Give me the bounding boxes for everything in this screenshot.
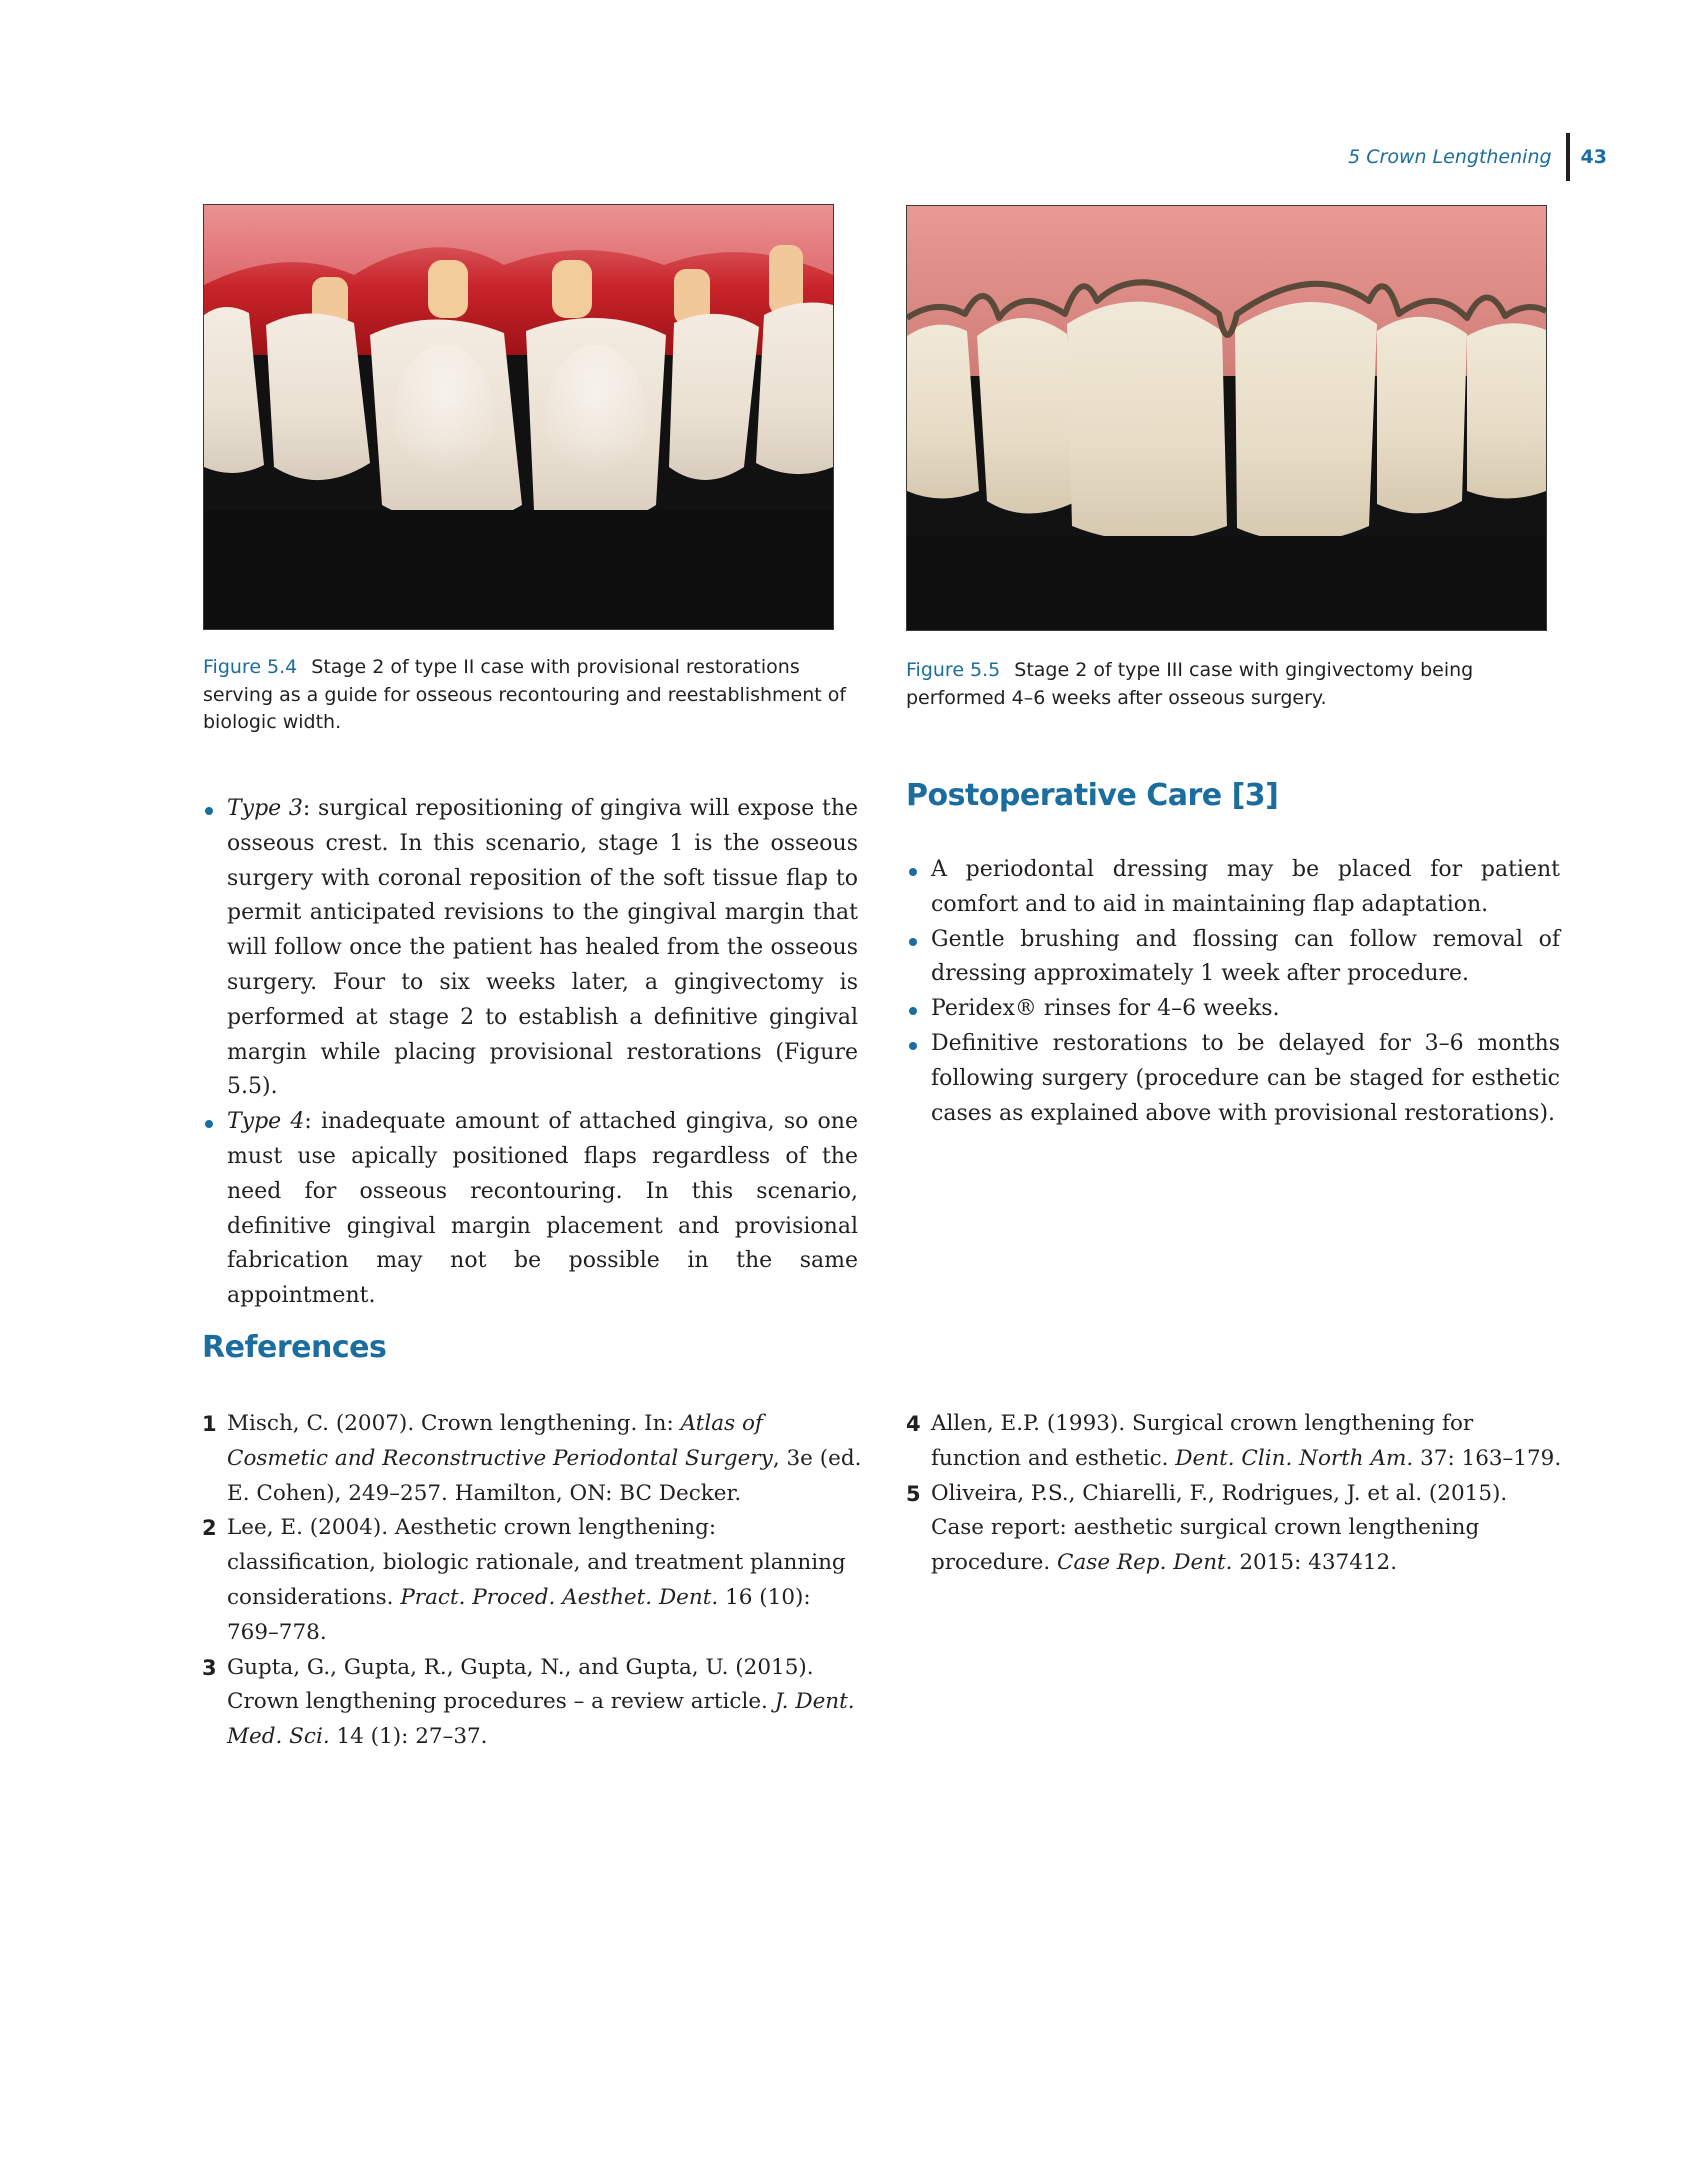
reference-source: Pract. Proced. Aesthet. Dent. [400,1584,719,1610]
figure-5-4-photo [203,204,834,630]
section-heading-references: References [202,1330,387,1365]
list-item [203,1105,858,1314]
reference-number: 1 [202,1412,217,1436]
reference-text: Oliveira, P.S., Chiarelli, F., Rodrigues, J. et al. (2015). Case report: aesthetic surgical crown lengthening procedure. [931,1480,1508,1576]
bullet-text: Peridex® rinses for 4–6 weeks. [931,996,1280,1022]
bullet-term: Type 3 [227,796,303,821]
page-number: 43 [1580,146,1607,168]
reference-item [202,1407,862,1511]
reference-details: 2015: 437412. [1232,1550,1398,1576]
reference-number: 5 [906,1481,921,1506]
reference-text: Allen, E.P. (1993). Surgical crown lengthening for function and esthetic. [931,1411,1474,1471]
figure-caption-5-4 [203,654,863,737]
bullet-icon [205,807,213,815]
reference-text: Lee, E. (2004). Aesthetic crown lengthening: classification, biologic rationale, and treatment planning considerations. [227,1515,846,1610]
bullet-text: : surgical repositioning of gingiva will expose the osseous crest. In this scenario, stage 1 is the osseous surgery with coronal reposition of the soft tissue flap to permit anticipated revisions to the gingival margin that will follow once the patient has healed from the osseous surgery. Four to six weeks later, a gingivectomy is performed at stage 2 to establish a definitive gingival margin while placing provisional restorations (Figure 5.5). [227,796,859,1100]
figure-caption-5-5 [906,657,1546,712]
bullet-text: Definitive restorations to be delayed for 3–6 months following surgery (procedure can be staged for esthetic cases as explained above with provisional restorations). [931,1030,1560,1126]
reference-item [202,1511,862,1650]
bullet-term: Type 4 [227,1109,305,1135]
bullet-icon [909,1042,917,1050]
list-item [907,992,1560,1027]
chapter-title: 5 Crown Lengthening [1348,146,1552,168]
reference-text: Gupta, G., Gupta, R., Gupta, N., and Gupta, U. (2015). Crown lengthening procedures – a review article. [227,1654,814,1715]
postop-bullet-list [907,853,1560,1131]
bullet-icon [909,938,917,946]
bullet-icon [909,1007,917,1015]
figure-caption-text: Stage 2 of type II case with provisional restorations serving as a guide for osseous recontouring and reestablishment of biologic width. [203,656,847,733]
bullet-text: Gentle brushing and flossing can follow removal of dressing approximately 1 week after procedure. [931,926,1560,987]
figure-label: Figure 5.4 [203,656,298,678]
reference-number: 2 [202,1516,217,1541]
reference-list-left [202,1407,862,1755]
reference-item [906,1407,1566,1477]
reference-item [906,1477,1566,1581]
figure-caption-text: Stage 2 of type III case with gingivectomy being performed 4–6 weeks after osseous surgery. [906,659,1474,709]
bullet-icon [205,1120,213,1128]
running-head [1348,133,1607,181]
list-item [203,792,858,1105]
reference-item [202,1651,862,1755]
reference-number: 3 [202,1655,217,1680]
reference-source: Case Rep. Dent. [1057,1550,1233,1576]
reference-source: Atlas of Cosmetic and Reconstructive Periodontal Surgery [227,1411,773,1471]
reference-number: 4 [906,1412,921,1436]
reference-source: J. Dent. Med. Sci. [227,1689,855,1750]
reference-details: 37: 163–179. [1413,1445,1562,1471]
reference-text: Misch, C. (2007). Crown lengthening. In: [227,1411,681,1436]
figure-label: Figure 5.5 [906,659,1001,681]
bullet-text: A periodontal dressing may be placed for patient comfort and to aid in maintaining flap adaptation. [931,857,1560,917]
type-bullet-list [203,792,858,1314]
bullet-icon [909,868,917,876]
reference-source: Dent. Clin. North Am. [1175,1445,1414,1471]
reference-details: 14 (1): 27–37. [329,1724,488,1750]
list-item [907,923,1560,993]
section-heading-postoperative-care: Postoperative Care [3] [906,778,1279,813]
figure-5-5-photo [906,205,1547,631]
reference-list-right [906,1407,1566,1581]
reference-details: , 3e (ed. E. Cohen), 249–257. Hamilton, ON: BC Decker. [227,1445,862,1506]
reference-details: 16 (10): 769–778. [227,1584,811,1645]
list-item [907,853,1560,923]
list-item [907,1027,1560,1131]
bullet-text: : inadequate amount of attached gingiva, so one must use apically positioned flaps regardless of the need for osseous recontouring. In this scenario, definitive gingival margin placement and provisional fabrication may not be possible in the same appointment. [227,1109,858,1309]
